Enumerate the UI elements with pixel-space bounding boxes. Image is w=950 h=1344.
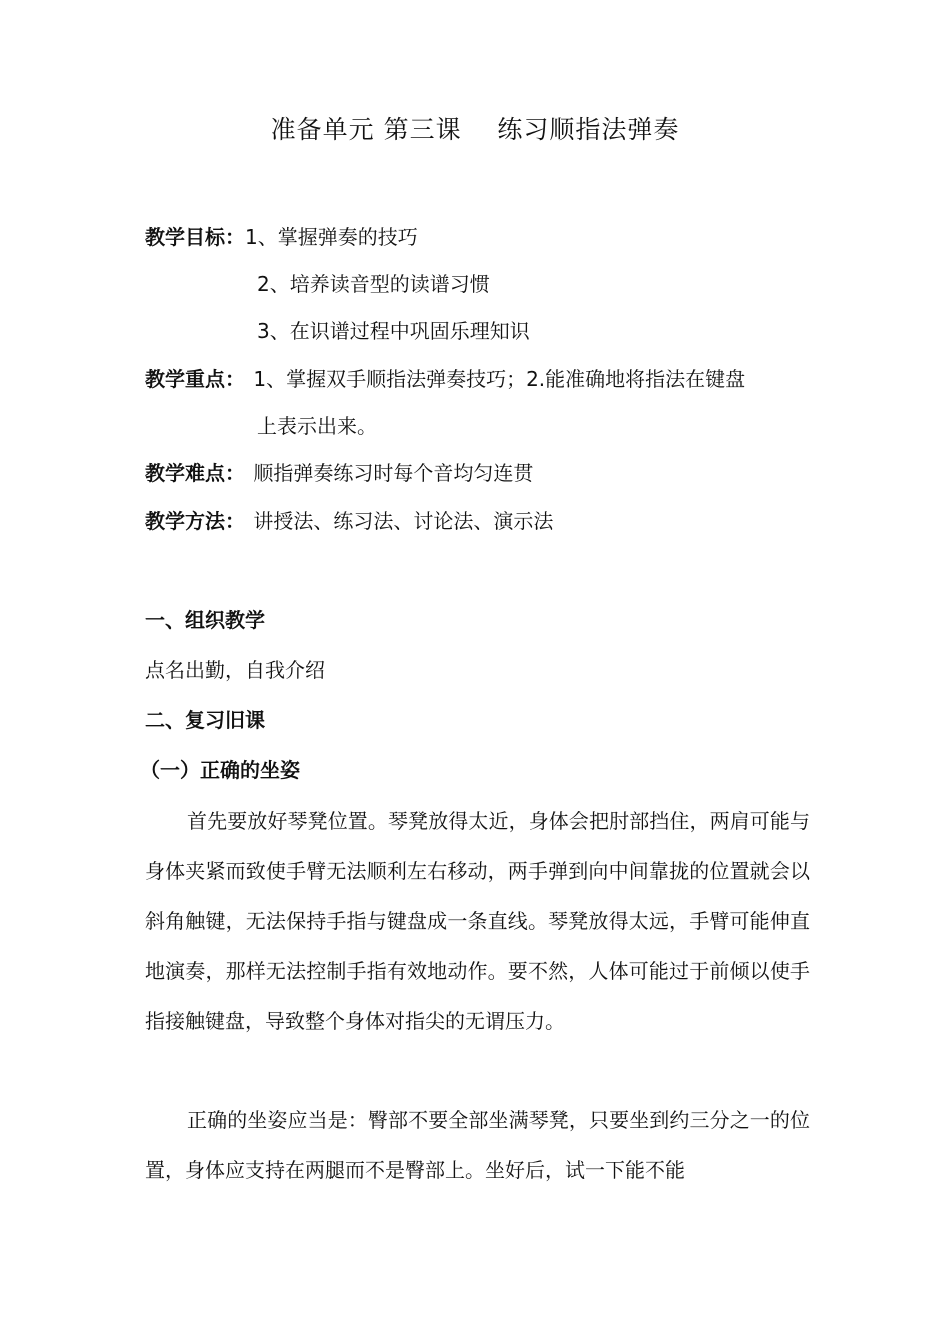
- paragraph-correct-posture: 正确的坐姿应当是：臀部不要全部坐满琴凳，只要坐到约三分之一的位置，身体应支持在两腿而不是臀部上。坐好后，试一下能不能: [145, 1108, 810, 1182]
- paragraph-sitting-posture: 首先要放好琴凳位置。琴凳放得太近，身体会把肘部挡住，两肩可能与身体夹紧而致使手臂无法顺利左右移动，两手弹到向中间靠拢的位置就会以斜角触键，无法保持手指与键盘成一条直线。琴凳放得太远，手臂可能伸直地演奏，那样无法控制手指有效地动作。要不然，人体可能过于前倾以使手指接触键盘，导致整个身体对指尖的无谓压力。: [145, 809, 810, 1033]
- section1-text: 点名出勤，自我介绍: [145, 658, 325, 682]
- methods-row: [145, 506, 553, 536]
- section2-heading: 二、复习旧课: [145, 708, 265, 732]
- methods-label: 教学方法：: [145, 509, 245, 533]
- key-points-text-line1: 1、掌握双手顺指法弹奏技巧；2.能准确地将指法在键盘: [253, 367, 746, 391]
- difficulties-text: 顺指弹奏练习时每个音均匀连贯: [253, 461, 534, 485]
- objective-item-3: 3、在识谱过程中巩固乐理知识: [257, 319, 530, 343]
- difficulties-label: 教学难点：: [145, 461, 245, 485]
- key-points-row: [145, 364, 745, 394]
- key-points-label: 教学重点：: [145, 367, 245, 391]
- section1-heading: 一、组织教学: [145, 608, 265, 632]
- section2-subheading: （一）正确的坐姿: [140, 758, 300, 782]
- objective-item-2: 2、培养读音型的读谱习惯: [257, 272, 490, 296]
- key-points-text-line2: 上表示出来。: [257, 414, 377, 438]
- objectives-row: [145, 222, 418, 252]
- difficulties-row: [145, 458, 533, 488]
- page-title: 准备单元 第三课 练习顺指法弹奏: [270, 115, 680, 144]
- methods-text: 讲授法、练习法、讨论法、演示法: [253, 509, 554, 533]
- objective-item-1: 1、掌握弹奏的技巧: [245, 225, 418, 249]
- objectives-label: 教学目标：: [145, 225, 245, 249]
